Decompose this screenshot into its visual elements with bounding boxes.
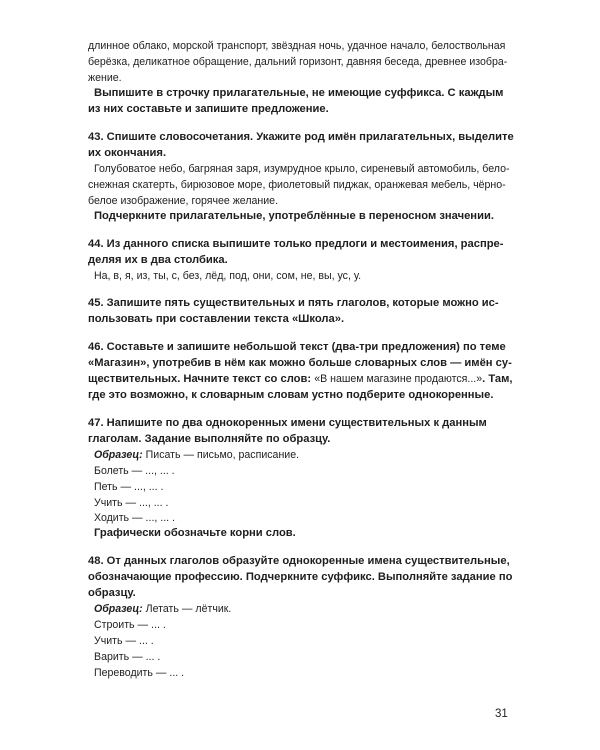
ex45-title: 45. Запишите пять существительных и пять глаголов, которые можно ис- xyxy=(88,297,499,309)
page-number: 31 xyxy=(495,708,508,720)
ex47-task: Графически обозначьте корни слов. xyxy=(94,527,296,539)
ex47-item: Болеть — ..., ... . xyxy=(94,465,175,477)
ex48-item: Варить — ... . xyxy=(94,651,161,663)
ex46-after-quote: . Там, xyxy=(482,373,513,385)
ex46-title: 46. Составьте и запишите небольшой текст (два-три предложения) по теме xyxy=(88,341,506,353)
ex43-text: белое изображение, горячее желание. xyxy=(88,195,279,207)
ex46-title: «Магазин», употребив в нём как можно больше словарных слов — имён су- xyxy=(88,357,512,369)
ex43-task: Подчеркните прилагательные, употреблённые в переносном значении. xyxy=(94,210,494,222)
ex46-title xyxy=(88,373,513,386)
ex48-item: Учить — ... . xyxy=(94,635,154,647)
ex47-example-text: Писать — письмо, расписание. xyxy=(145,449,300,461)
ex48-example-text: Летать — лётчик. xyxy=(145,603,232,615)
ex44-title: деляя их в два столбика. xyxy=(88,254,228,266)
ex43-title: их окончания. xyxy=(88,147,167,159)
ex47-item: Ходить — ..., ... . xyxy=(94,512,175,524)
ex47-title: глаголам. Задание выполняйте по образцу. xyxy=(88,433,331,445)
ex48-example xyxy=(94,603,231,616)
ex43-title: 43. Спишите словосочетания. Укажите род имён прилагательных, выделите xyxy=(88,131,514,143)
intro-task-line: из них составьте и запишите предложение. xyxy=(88,103,329,115)
ex46-title: где это возможно, к словарным словам устно подберите однокоренные. xyxy=(88,389,494,401)
ex47-title: 47. Напишите по два однокоренных имени существительных к данным xyxy=(88,417,487,429)
ex43-text: снежная скатерть, бирюзовое море, фиолетовый пиджак, оранжевая мебель, чёрно- xyxy=(88,179,506,191)
ex44-text: На, в, я, из, ты, с, без, лёд, под, они, сом, не, вы, ус, у. xyxy=(94,270,362,282)
ex48-item: Строить — ... . xyxy=(94,619,166,631)
ex43-text: Голубоватое небо, багряная заря, изумрудное крыло, сиреневый автомобиль, бело- xyxy=(94,163,510,175)
ex44-title: 44. Из данного списка выпишите только предлоги и местоимения, распре- xyxy=(88,238,504,250)
ex47-item: Петь — ..., ... . xyxy=(94,481,164,493)
ex47-example xyxy=(94,449,299,462)
intro-task-line: Выпишите в строчку прилагательные, не имеющие суффикса. С каждым xyxy=(94,87,504,99)
ex48-item: Переводить — ... . xyxy=(94,667,185,679)
ex48-title: образцу. xyxy=(88,587,136,599)
ex45-title: пользовать при составлении текста «Школа». xyxy=(88,313,345,325)
intro-line: берёзка, деликатное обращение, дальний горизонт, давняя беседа, древнее изобра- xyxy=(88,56,508,68)
ex48-title: 48. От данных глаголов образуйте однокоренные имена существительные, xyxy=(88,555,510,567)
ex48-title: обозначающие профессию. Подчеркните суффикс. Выполняйте задание по xyxy=(88,571,513,583)
ex47-example-label: Образец: xyxy=(94,449,143,461)
ex46-title-start: ществительных. Начните текст со слов: xyxy=(88,373,312,385)
ex48-example-label: Образец: xyxy=(94,603,143,615)
ex47-item: Учить — ..., ... . xyxy=(94,497,169,509)
ex46-quote: «В нашем магазине продаются...» xyxy=(314,373,483,385)
intro-line: длинное облако, морской транспорт, звёздная ночь, удачное начало, белоствольная xyxy=(88,40,506,52)
intro-line: жение. xyxy=(88,72,122,84)
